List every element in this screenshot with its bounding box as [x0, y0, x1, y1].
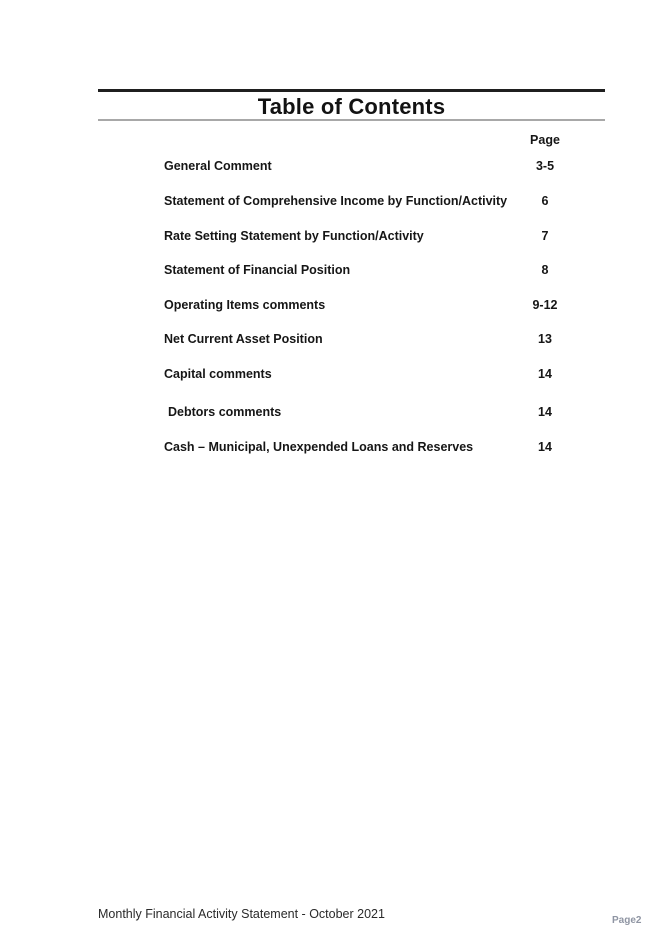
- toc-entry-page: 9-12: [532, 298, 558, 312]
- toc-entry-page: 3-5: [535, 159, 555, 173]
- toc-entry-cash-municipal: [0, 440, 665, 458]
- page-column-header: Page: [530, 133, 560, 147]
- toc-entry-label: Statement of Comprehensive Income by Function/Activity: [164, 194, 508, 208]
- page-title: Table of Contents: [257, 94, 446, 119]
- under-title-rule: [98, 119, 605, 121]
- top-rule: [98, 89, 605, 92]
- toc-entry-label: Capital comments: [164, 367, 272, 381]
- toc-entry-label: General Comment: [164, 159, 272, 173]
- footer-document-title: Monthly Financial Activity Statement - October 2021: [98, 907, 385, 921]
- toc-entry-page: 14: [538, 440, 552, 454]
- toc-entry-label: Operating Items comments: [164, 298, 326, 312]
- toc-entry-general-comment: [0, 159, 665, 177]
- toc-entry-page: 14: [538, 367, 552, 381]
- toc-entry-financial-position: [0, 263, 665, 281]
- toc-entry-debtors-comments: [0, 405, 665, 423]
- footer-page-number: Page2: [612, 915, 642, 926]
- toc-entry-rate-setting: [0, 229, 665, 247]
- toc-entry-page: 8: [541, 263, 549, 277]
- toc-entry-label: Net Current Asset Position: [164, 332, 323, 346]
- toc-entry-page: 6: [541, 194, 549, 208]
- toc-entry-net-current-asset: [0, 332, 665, 350]
- toc-entry-capital-comments: [0, 367, 665, 385]
- toc-entry-page: 7: [541, 229, 549, 243]
- toc-entry-page: 14: [538, 405, 552, 419]
- toc-entry-label: Statement of Financial Position: [164, 263, 351, 277]
- toc-entry-label: Rate Setting Statement by Function/Activity: [164, 229, 424, 243]
- toc-entry-operating-items: [0, 298, 665, 316]
- toc-entry-label: Debtors comments: [168, 405, 282, 419]
- toc-entry-label: Cash – Municipal, Unexpended Loans and Reserves: [164, 440, 474, 454]
- toc-entry-page: 13: [538, 332, 552, 346]
- toc-entry-comprehensive-income: [0, 194, 665, 212]
